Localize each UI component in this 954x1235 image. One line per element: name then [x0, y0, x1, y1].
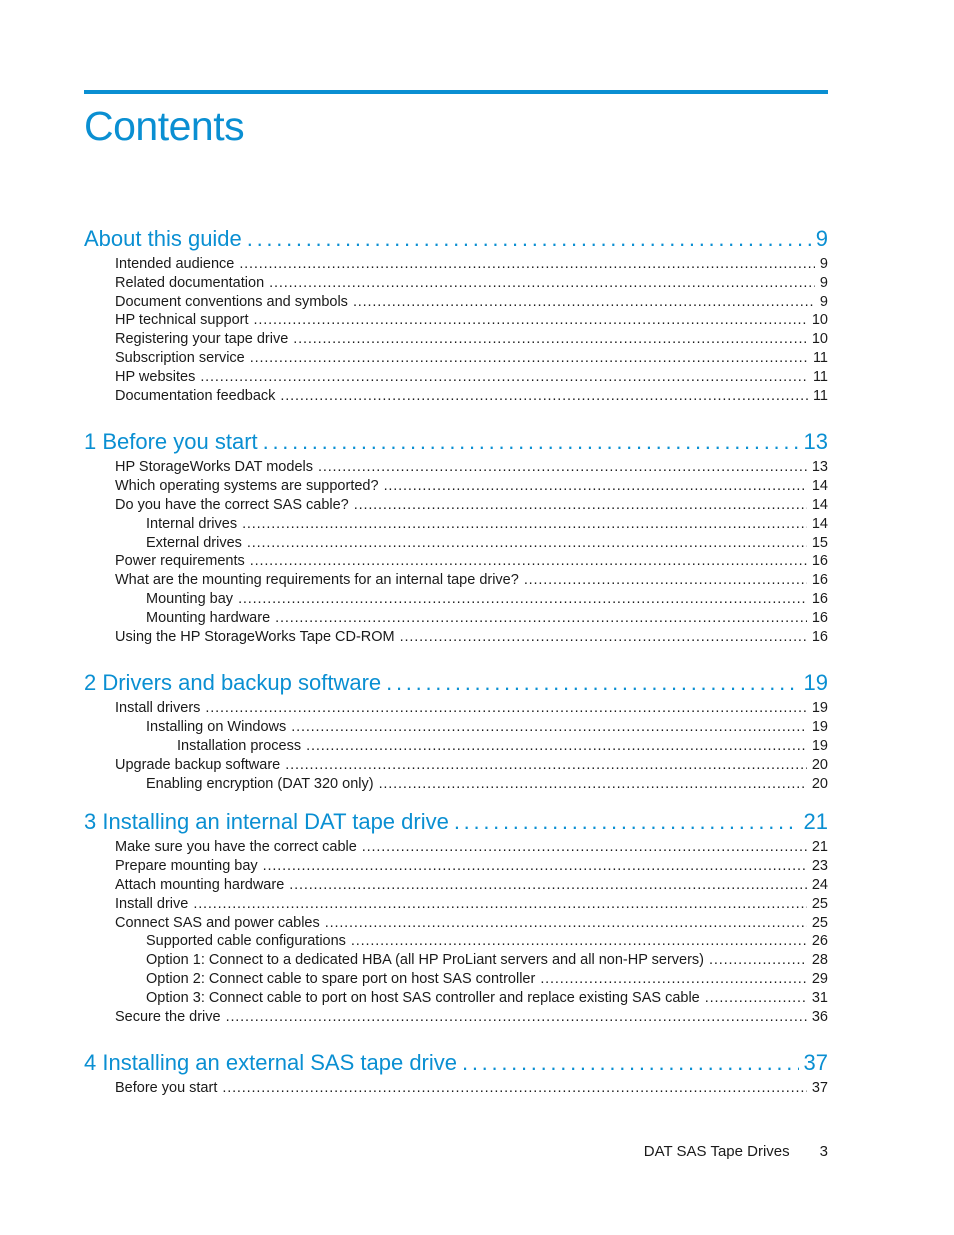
toc-entry[interactable]	[84, 1008, 828, 1027]
toc-entry-label: Make sure you have the correct cable	[115, 839, 357, 856]
toc-entry-label: Secure the drive	[115, 1008, 221, 1025]
toc-chapter-page: 21	[803, 809, 828, 835]
toc-entry-page: 36	[811, 1008, 828, 1025]
toc-entry-page: 10	[811, 312, 828, 329]
toc-entry-label: Install drivers	[115, 700, 201, 717]
toc-entry[interactable]	[84, 571, 828, 590]
toc-entry-page: 26	[811, 933, 828, 950]
toc-entry-label: Before you start	[115, 1080, 218, 1097]
toc-entry[interactable]	[84, 311, 828, 330]
toc-entry[interactable]	[84, 699, 828, 718]
toc-entry-label: Installation process	[177, 737, 302, 754]
footer-doc-title: DAT SAS Tape Drives	[643, 1143, 790, 1160]
toc-entry[interactable]	[84, 387, 828, 406]
toc-entry[interactable]	[84, 628, 828, 647]
toc-chapter-page: 13	[803, 429, 828, 455]
toc-entry-page: 9	[819, 256, 828, 272]
toc-chapter-title: 1 Before you start	[84, 429, 258, 455]
toc-chapter	[84, 807, 828, 1026]
toc-chapter	[84, 224, 828, 405]
dot-leader	[293, 330, 807, 349]
page-footer	[600, 1143, 828, 1160]
dot-leader	[242, 515, 807, 534]
dot-leader	[354, 496, 807, 515]
toc-chapter	[84, 668, 828, 793]
toc-entry[interactable]	[84, 932, 828, 951]
toc-entry[interactable]	[84, 895, 828, 914]
dot-leader	[226, 1008, 807, 1027]
toc-entry-page: 14	[811, 515, 828, 532]
toc-entry[interactable]	[84, 330, 828, 349]
dot-leader	[222, 1079, 807, 1098]
toc-entry[interactable]	[84, 534, 828, 553]
toc-chapter-heading[interactable]	[84, 807, 828, 837]
toc-entry-label: Internal drives	[146, 515, 238, 532]
dot-leader	[200, 368, 808, 387]
toc-entry-page: 37	[811, 1080, 828, 1097]
dot-leader	[351, 932, 807, 951]
toc-chapter-heading[interactable]	[84, 427, 828, 457]
toc-entry-page: 14	[811, 478, 828, 495]
toc-entry-page: 20	[811, 756, 828, 773]
toc-entry[interactable]	[84, 458, 828, 477]
toc-entry-label: External drives	[146, 534, 242, 551]
toc-entry[interactable]	[84, 718, 828, 737]
toc-entry-page: 28	[811, 952, 828, 969]
dot-leader	[285, 756, 807, 775]
toc-entry[interactable]	[84, 737, 828, 756]
dot-leader	[379, 775, 807, 794]
toc-entry-page: 16	[811, 609, 828, 626]
toc-entry-page: 16	[811, 590, 828, 607]
toc-entry[interactable]	[84, 590, 828, 609]
toc-entry-label: HP technical support	[115, 312, 249, 329]
toc-entry-label: Related documentation	[115, 274, 265, 291]
dot-leader	[275, 609, 807, 628]
toc-entry[interactable]	[84, 989, 828, 1008]
toc-entry-label: Attach mounting hardware	[115, 876, 285, 893]
toc-entry-label: Option 1: Connect to a dedicated HBA (all HP ProLiant servers and all non-HP servers)	[146, 952, 705, 969]
toc-chapter-title: 4 Installing an external SAS tape drive	[84, 1050, 458, 1076]
toc-entry-label: Installing on Windows	[146, 719, 287, 736]
page-title: Contents	[84, 103, 245, 149]
dot-leader	[254, 311, 807, 330]
toc-entry-page: 16	[811, 572, 828, 589]
dot-leader	[386, 668, 798, 698]
dot-leader	[384, 477, 807, 496]
toc-entry-page: 20	[811, 775, 828, 792]
toc-chapter	[84, 1048, 828, 1098]
toc-chapter-heading[interactable]	[84, 224, 828, 254]
toc-entry-label: Option 3: Connect cable to port on host SAS controller and replace existing SAS cable	[146, 989, 700, 1006]
dot-leader	[540, 970, 807, 989]
dot-leader	[205, 699, 806, 718]
toc-entry[interactable]	[84, 1079, 828, 1098]
toc-chapter-page: 19	[803, 670, 828, 696]
toc-entry-page: 21	[811, 839, 828, 856]
dot-leader	[250, 552, 807, 571]
dot-leader	[247, 224, 811, 254]
toc-entry[interactable]	[84, 293, 828, 312]
dot-leader	[280, 387, 808, 406]
toc-entry-label: Prepare mounting bay	[115, 858, 258, 875]
toc-entry-page: 23	[811, 858, 828, 875]
toc-entry[interactable]	[84, 970, 828, 989]
dot-leader	[269, 274, 815, 293]
toc-entry-page: 31	[811, 989, 828, 1006]
toc-entry-label: Mounting hardware	[146, 609, 271, 626]
toc-entry-label: What are the mounting requirements for an internal tape drive?	[115, 572, 519, 589]
toc-entry-page: 16	[811, 553, 828, 570]
toc-entry-label: Enabling encryption (DAT 320 only)	[146, 775, 374, 792]
toc-entry-page: 9	[819, 293, 828, 310]
toc-entry-page: 9	[819, 274, 828, 291]
dot-leader	[325, 914, 807, 933]
toc-entry-page: 29	[811, 970, 828, 987]
toc-chapter-title: 3 Installing an internal DAT tape drive	[84, 809, 449, 835]
dot-leader	[462, 1048, 799, 1078]
toc-chapter-heading[interactable]	[84, 1048, 828, 1078]
toc-entry-label: Install drive	[115, 895, 189, 912]
toc-entry[interactable]	[84, 349, 828, 368]
dot-leader	[306, 737, 807, 756]
toc-entry-label: Intended audience	[115, 256, 235, 272]
toc-chapter	[84, 427, 828, 646]
toc-entry[interactable]	[84, 838, 828, 857]
toc-entry[interactable]	[84, 609, 828, 628]
dot-leader	[263, 857, 807, 876]
toc-entry-page: 13	[811, 459, 828, 476]
toc-chapter-page: 9	[815, 226, 828, 251]
dot-leader	[362, 838, 807, 857]
dot-leader	[263, 427, 799, 457]
toc-entry[interactable]	[84, 914, 828, 933]
footer-page-number: 3	[819, 1143, 828, 1160]
dot-leader	[291, 718, 807, 737]
dot-leader	[289, 876, 807, 895]
toc-chapter-title: 2 Drivers and backup software	[84, 670, 382, 696]
toc-entry-label: Subscription service	[115, 349, 245, 366]
toc-entry-page: 11	[812, 349, 828, 366]
toc-entry-label: Which operating systems are supported?	[115, 478, 379, 495]
toc-entry-label: HP websites	[115, 368, 196, 385]
toc-entry-page: 15	[811, 534, 828, 551]
toc-entry-label: HP StorageWorks DAT models	[115, 459, 313, 476]
toc-entry[interactable]	[84, 255, 828, 274]
toc-entry-page: 24	[811, 876, 828, 893]
toc-entry-page: 19	[811, 719, 828, 736]
toc-entry-label: Supported cable configurations	[146, 933, 346, 950]
toc-entry-label: Mounting bay	[146, 590, 234, 607]
toc-entry-page: 19	[811, 700, 828, 717]
toc-entry[interactable]	[84, 951, 828, 970]
dot-leader	[250, 349, 808, 368]
toc-entry-page: 25	[811, 914, 828, 931]
toc-entry[interactable]	[84, 496, 828, 515]
toc-entry-label: Using the HP StorageWorks Tape CD-ROM	[115, 628, 395, 645]
toc-entry[interactable]	[84, 876, 828, 895]
toc-entry-page: 11	[812, 368, 828, 385]
toc-entry-label: Option 2: Connect cable to spare port on host SAS controller	[146, 970, 536, 987]
toc-entry[interactable]	[84, 857, 828, 876]
dot-leader	[247, 534, 807, 553]
toc-entry[interactable]	[84, 756, 828, 775]
dot-leader	[193, 895, 807, 914]
dot-leader	[400, 628, 807, 647]
toc-entry-label: Upgrade backup software	[115, 756, 281, 773]
dot-leader	[524, 571, 807, 590]
toc-entry[interactable]	[84, 515, 828, 534]
toc-chapter-page: 37	[803, 1050, 828, 1076]
toc-entry-page: 10	[811, 331, 828, 348]
dot-leader	[705, 989, 807, 1008]
toc-entry-label: Do you have the correct SAS cable?	[115, 496, 349, 513]
dot-leader	[709, 951, 807, 970]
toc-entry[interactable]	[84, 274, 828, 293]
toc-entry-page: 11	[812, 387, 828, 404]
toc-entry-label: Registering your tape drive	[115, 331, 289, 348]
toc-entry[interactable]	[84, 477, 828, 496]
table-of-contents	[84, 224, 828, 1098]
dot-leader	[238, 590, 807, 609]
dot-leader	[454, 807, 799, 837]
toc-entry-page: 16	[811, 628, 828, 645]
toc-entry-label: Document conventions and symbols	[115, 293, 348, 310]
toc-entry-label: Connect SAS and power cables	[115, 914, 320, 931]
toc-entry-page: 19	[811, 737, 828, 754]
toc-entry[interactable]	[84, 552, 828, 571]
toc-entry[interactable]	[84, 368, 828, 387]
dot-leader	[239, 255, 815, 274]
toc-chapter-heading[interactable]	[84, 668, 828, 698]
toc-entry-page: 25	[811, 895, 828, 912]
title-rule	[84, 90, 828, 94]
dot-leader	[318, 458, 807, 477]
dot-leader	[353, 293, 815, 312]
toc-entry-label: Documentation feedback	[115, 387, 276, 404]
toc-chapter-title: About this guide	[84, 226, 242, 251]
toc-entry[interactable]	[84, 775, 828, 794]
toc-entry-label: Power requirements	[115, 553, 245, 570]
toc-entry-page: 14	[811, 496, 828, 513]
